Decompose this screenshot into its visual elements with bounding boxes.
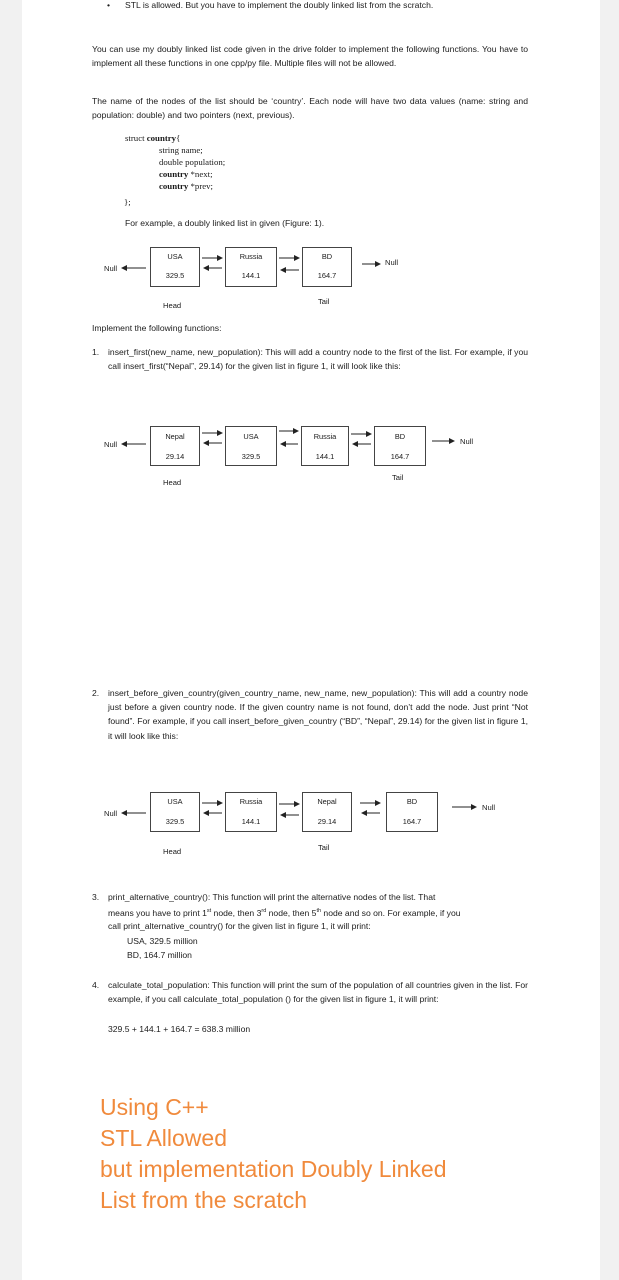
fig3-head-label: Head	[163, 847, 182, 856]
figure-intro: For example, a doubly linked list in given (Figure: 1).	[125, 218, 325, 228]
bullet-dot: •	[107, 0, 111, 10]
fig1-node-russia: Russia 144.1	[225, 247, 277, 287]
fig2-node-bd: BD 164.7	[374, 426, 426, 466]
fig3-tail-label: Tail	[318, 843, 330, 852]
item-1-text: insert_first(new_name, new_population): This will add a country node to the first of the list. For example, if you call insert_first(“Nepal”, 29.14) for the given list in figure 1, it will look like this:	[108, 347, 528, 372]
note-line-3: but implementation Doubly Linked	[100, 1156, 447, 1182]
document-page	[22, 0, 600, 1280]
fig1-node-bd: BD 164.7	[302, 247, 352, 287]
implement-heading: Implement the following functions:	[92, 323, 222, 333]
item-4-output: 329.5 + 144.1 + 164.7 = 638.3 million	[108, 1024, 251, 1034]
intro-paragraph-2: The name of the nodes of the list should be ‘country’. Each node will have two data values (name: string and population: double) and two pointers (next, previous).	[92, 96, 528, 121]
fig3-node-russia: Russia 144.1	[225, 792, 277, 832]
note-line-4: List from the scratch	[100, 1187, 308, 1213]
note-line-2: STL Allowed	[100, 1125, 227, 1151]
fig2-null-left: Null	[104, 440, 118, 449]
fig2-null-right: Null	[460, 437, 474, 446]
item-2-number: 2.	[92, 688, 100, 698]
item-3-line-1: print_alternative_country(): This function will print the alternative nodes of the list. That	[108, 892, 436, 902]
fig2-node-usa: USA 329.5	[225, 426, 277, 466]
code-line-5: country *prev;	[159, 181, 214, 191]
item-3-line-3: call print_alternative_country() for the given list in figure 1, it will print:	[108, 921, 371, 931]
code-line-3: double population;	[159, 157, 226, 167]
fig3-node-bd: BD 164.7	[386, 792, 438, 832]
item-4-text: calculate_total_population: This function will print the sum of the population of all countries given in the list. For example, if you call calculate_total_population () for the given list in figure 1, it will print:	[108, 980, 528, 1005]
fig3-node-nepal: Nepal 29.14	[302, 792, 352, 832]
item-2-text: insert_before_given_country(given_country_name, new_name, new_population): This will add a country node just before a given country node. If the given country name is not found, don’t add the node. Just print “Not found”. For example, if you call insert_before_given_country (“BD”, “Nepal”, 29.14) for the given list in figure 1, it will look like this:	[108, 688, 528, 741]
fig3-null-left: Null	[104, 809, 118, 818]
fig1-null-right: Null	[385, 258, 399, 267]
item-3-line-2: means you have to print 1st node, then 3rd node, then 5th node and so on. For example, if you	[108, 907, 461, 918]
item-3-number: 3.	[92, 892, 100, 902]
item-1-number: 1.	[92, 347, 100, 357]
item-3-output-1: USA, 329.5 million	[127, 936, 198, 946]
note-line-1: Using C++	[100, 1094, 209, 1120]
fig2-tail-label: Tail	[392, 473, 404, 482]
fig2-node-nepal: Nepal 29.14	[150, 426, 200, 466]
code-line-4: country *next;	[159, 169, 213, 179]
fig3-node-usa: USA 329.5	[150, 792, 200, 832]
item-4-number: 4.	[92, 980, 100, 990]
code-line-6: };	[124, 197, 131, 207]
fig1-node-usa: USA 329.5	[150, 247, 200, 287]
item-3-output-2: BD, 164.7 million	[127, 950, 192, 960]
fig3-null-right: Null	[482, 803, 496, 812]
fig2-head-label: Head	[163, 478, 182, 487]
code-line-2: string name;	[159, 145, 203, 155]
code-line-1: struct country{	[125, 133, 181, 143]
fig1-null-left: Null	[104, 264, 118, 273]
intro-paragraph-1: You can use my doubly linked list code given in the drive folder to implement the following functions. You have to implement all these functions in one cpp/py file. Multiple files will not be allowed.	[92, 44, 528, 69]
fig2-node-russia: Russia 144.1	[301, 426, 349, 466]
fig1-tail-label: Tail	[318, 297, 330, 306]
fig1-head-label: Head	[163, 301, 182, 310]
bullet-line: STL is allowed. But you have to implement the doubly linked list from the scratch.	[125, 0, 434, 10]
